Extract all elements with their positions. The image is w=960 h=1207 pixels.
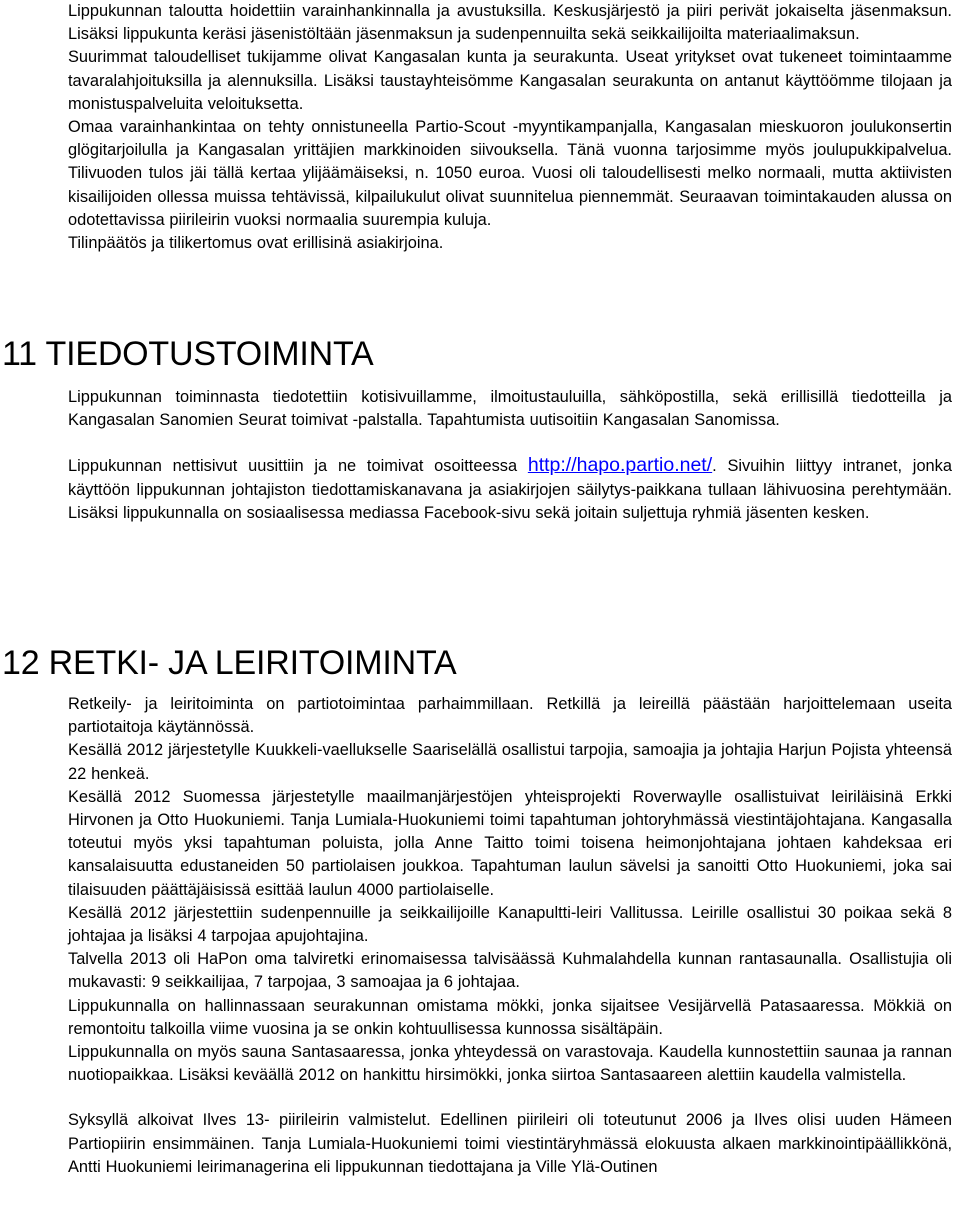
paragraph: Suurimmat taloudelliset tukijamme olivat Kangasalan kunta ja seurakunta. Useat yritykset ovat tukeneet toimintaamme tavaralahjoituksilla ja alennuksilla. Lisäksi taustayhteisömme Kangasalan seurakunta on antanut käyttöömme tilojaan ja monistuspalveluita veloituksetta. (68, 48, 952, 113)
paragraph: Lippukunnalla on hallinnassaan seurakunnan omistama mökki, jonka sijaitsee Vesijärvellä Patasaaressa. Mökkiä on remontoitu talkoilla viime vuosina ja se onkin kohtuullisessa kunnossa sisältäpäin. (68, 996, 952, 1038)
paragraph: Kesällä 2012 järjestetylle Kuukkeli-vaellukselle Saariselällä osallistui tarpojia, samoajia ja johtajia Harjun Pojista yhteensä 22 henkeä. (68, 741, 952, 783)
paragraph-text: . Sivuihin liittyy intranet, jonka käyttöön lippukunnan johtajiston tiedottamiskanavana ja asiakirjojen säilytys-paikkana tullaan lähivuosina perehtymään. Lisäksi lippukunnalla on sosiaalisessa mediassa Facebook-sivu sekä joitain suljettuja ryhmiä jäsenten kesken. (68, 457, 952, 522)
paragraph (0, 454, 960, 525)
section-11 (0, 334, 960, 525)
paragraph: Kesällä 2012 järjestettiin sudenpennuille ja seikkailijoille Kanapultti-leiri Vallitussa. Leirille osallistui 30 poikaa sekä 8 johtajaa ja lisäksi 4 tarpojaa apujohtajina. (68, 903, 952, 946)
paragraph: Talvella 2013 oli HaPon oma talviretki erinomaisessa talvisäässä Kuhmalahdella kunnan rantasaunalla. Osallistujia oli mukavasti: 9 seikkailijaa, 7 tarpojaa, 3 samoajaa ja 6 johtajaa. (68, 950, 952, 992)
paragraph: Lippukunnalla on myös sauna Santasaaressa, jonka yhteydessä on varastovaja. Kaudella kunnostettiin saunaa ja rannan nuotiopaikkaa. Lisäksi keväällä 2012 on hankittu hirsimökki, jonka siirtoa Santasaareen alettiin kaudella valmistella. (68, 1043, 952, 1085)
paragraph: Tilinpäätös ja tilikertomus ovat erillisinä asiakirjoina. (68, 234, 444, 253)
paragraph-text: Lippukunnan nettisivut uusittiin ja ne toimivat osoitteessa (68, 457, 528, 476)
paragraph: Retkeily- ja leiritoiminta on partiotoimintaa parhaimmillaan. Retkillä ja leireillä päästään harjoittelemaan useita partiotaitoja käytännössä. (68, 695, 952, 737)
paragraph: Omaa varainhankintaa on tehty onnistuneella Partio-Scout -myyntikampanjalla, Kangasalan mieskuoron joulukonsertin glögitarjoilulla ja Kangasalan yrittäjien markkinoiden siivouksella. Tänä vuonna tarjosimme myös joulupukkipalvelua. Tilivuoden tulos jäi tällä kertaa ylijäämäiseksi, n. 1050 euroa. Vuosi oli taloudellisesti melko normaali, mutta aktiivisten kisailijoiden ollessa muissa tehtävissä, kilpailukulut olivat suunnitelua piennemmät. Seuraavan toimintakauden alussa on odotettavissa piirileirin vuoksi normaalia suurempia kuluja. (68, 118, 952, 229)
finance-section-tail (0, 0, 960, 255)
paragraph: Syksyllä alkoivat Ilves 13- piirileirin valmistelut. Edellinen piirileiri oli toteutunut 2006 ja Ilves olisi uuden Hämeen Partiopiirin ensimmäinen. Tanja Lumiala-Huokuniemi toimi viestintäryhmässä elokuusta alkaen markkinointipäällikkönä, Antti Huokuniemi leirimanagerina eli lippukunnan tiedottajana ja Ville Ylä-Outinen (68, 1111, 952, 1176)
website-link[interactable]: http://hapo.partio.net/ (527, 454, 713, 477)
paragraph: Kesällä 2012 Suomessa järjestetylle maailmanjärjestöjen yhteisprojekti Roverwaylle osallistuivat leiriläisinä Erkki Hirvonen ja Otto Huokuniemi. Tanja Lumiala-Huokuniemi toimi tapahtuman johtoryhmässä viestintäjohtajana. Kangasalla toteutui myös yksi tapahtuman poluista, jolla Anne Taitto toimi toisena heimonjohtajana johtaen kahdeksaa eri kansalaisuutta edustaneiden 50 partiolaisen joukkoa. Tapahtuman laulun sävelsi ja sanoitti Otto Huokuniemi, joka sai tilaisuuden päättäjäisissä esittää laulun 4000 partiolaiselle. (68, 787, 952, 899)
paragraph: Lippukunnan taloutta hoidettiin varainhankinnalla ja avustuksilla. Keskusjärjestö ja piiri perivät jokaiselta jäsenmaksun. Lisäksi lippukunta keräsi jäsenistöltään jäsenmaksun ja sudenpennuilta sekä seikkailijoilta materiaalimaksun. (68, 2, 952, 44)
section-heading: 11 TIEDOTUSTOIMINTA (2, 335, 374, 373)
section-heading: 12 RETKI- JA LEIRITOIMINTA (2, 644, 457, 682)
section-12 (0, 643, 960, 1179)
paragraph: Lippukunnan toiminnasta tiedotettiin kotisivuillamme, ilmoitustauluilla, sähköpostilla, sekä erillisillä tiedotteilla ja Kangasalan Sanomien Seurat toimivat -palstalla. Tapahtumista uutisoitiin Kangasalan Sanomissa. (68, 388, 952, 430)
